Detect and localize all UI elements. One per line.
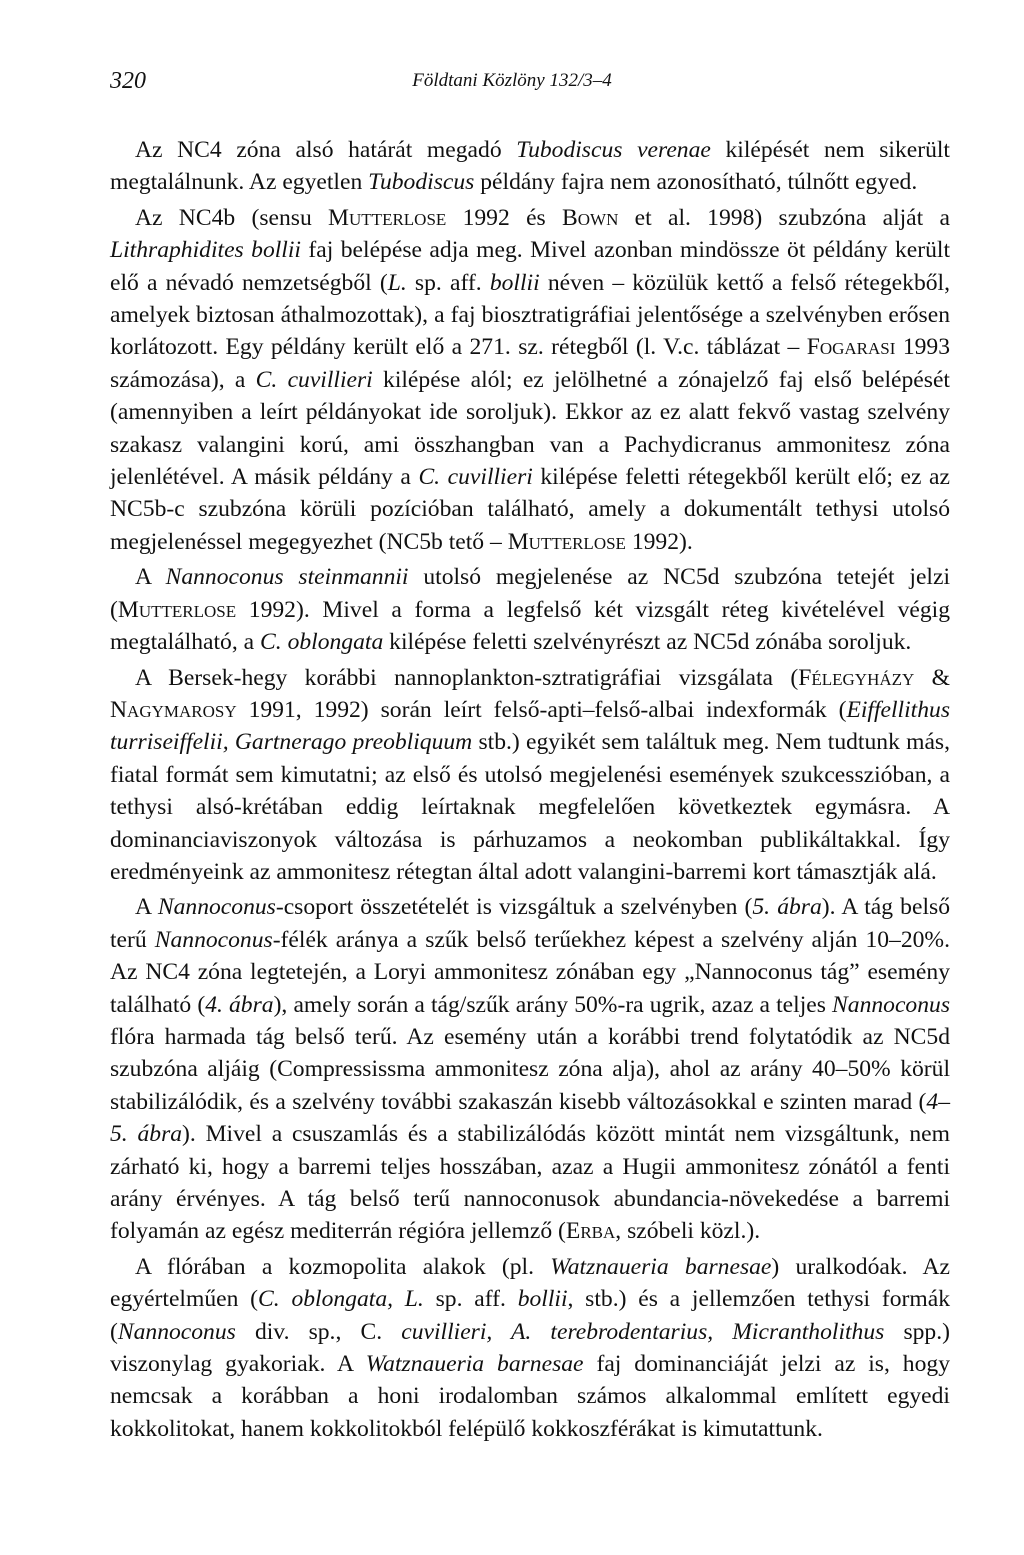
text-run: kilépését nem sikerült megtalálnunk. Az egyetlen bbox=[110, 137, 950, 196]
author-name: Fogarasi bbox=[806, 334, 896, 361]
paragraph bbox=[110, 891, 950, 1247]
text-run: div. sp., C. bbox=[235, 1318, 402, 1345]
italic-term: L. bbox=[387, 269, 407, 296]
text-run: 1991, 1992) során leírt felső-apti–felső-albai indexformák ( bbox=[236, 696, 847, 723]
italic-term: C. oblongata bbox=[260, 629, 384, 656]
text-run: ). A tág belső terű bbox=[110, 894, 950, 953]
author-name: Bown bbox=[562, 204, 619, 231]
paragraph bbox=[110, 202, 950, 558]
italic-term: C. oblongata, L. bbox=[258, 1286, 424, 1313]
paragraph bbox=[110, 561, 950, 658]
author-name: Mutterlose bbox=[507, 528, 626, 555]
text-run: -félék aránya a szűk belső terűekhez képest a szelvény alján 10–20%. Az NC4 zóna legtetején, a Loryi ammonitesz zónában egy „Nannoconus tág” esemény található ( bbox=[110, 926, 950, 1018]
italic-term: C. cuvillieri bbox=[418, 464, 533, 491]
italic-term: Watznaueria barnesae bbox=[365, 1351, 584, 1378]
text-run: 1993 számozása), a bbox=[110, 334, 951, 393]
text-run: 1992 és bbox=[446, 204, 563, 231]
author-name: Mutterlose bbox=[117, 596, 237, 623]
text-run: sp. aff. bbox=[423, 1286, 518, 1313]
italic-term: 4. ábra bbox=[205, 991, 274, 1018]
italic-term: Nannoconus bbox=[157, 894, 276, 921]
text-run: A flórában a kozmopolita alakok (pl. bbox=[135, 1253, 551, 1280]
italic-term: Tubodiscus bbox=[368, 169, 475, 196]
italic-term: Lithraphidites bollii bbox=[110, 237, 301, 264]
running-header bbox=[110, 62, 914, 102]
text-run: A bbox=[135, 894, 158, 921]
italic-term: bollii bbox=[489, 269, 540, 296]
italic-term: Nannoconus bbox=[154, 926, 273, 953]
text-run: példány fajra nem azonosítható, túlnőtt egyed. bbox=[474, 169, 918, 196]
text-run: 1992). bbox=[625, 528, 693, 555]
article-body bbox=[110, 134, 950, 1448]
author-name: Mutterlose bbox=[328, 204, 447, 231]
page-number: 320 bbox=[110, 68, 146, 94]
italic-term: Nannoconus bbox=[117, 1318, 236, 1345]
italic-term: Nannoconus steinmannii bbox=[165, 564, 409, 591]
text-run: A Bersek-hegy korábbi nannoplankton-sztratigráfiai vizsgálata ( bbox=[135, 664, 799, 691]
text-run: ) uralkodóak. Az egyértelműen ( bbox=[110, 1253, 950, 1313]
text-run: Az NC4b (sensu bbox=[135, 204, 329, 231]
text-run: kilépése feletti szelvényrészt az NC5d zónába soroljuk. bbox=[383, 629, 912, 656]
text-run: -csoport összetételét is vizsgáltuk a szelvényben ( bbox=[275, 894, 753, 921]
text-run: stb.) egyikét sem találtuk meg. Nem tudtunk más, fiatal formát sem kimutatni; az első és utolsó megjelenési események szukcesszióban, a tethysi alsó-krétában eddig leírtaknak megfelelően következtek egymásra. A dominanciaviszonyok változása is párhuzamos a neokomban publikáltakkal. Így eredményeink az ammonitesz rétegtan által adott valangini-barremi kort támasztják alá. bbox=[110, 729, 951, 885]
paragraph bbox=[110, 662, 950, 889]
text-run: utolsó megjelenése az NC5d szubzóna tetejét jelzi ( bbox=[110, 564, 951, 623]
text-run: & bbox=[914, 664, 950, 691]
italic-term: 4–5. ábra bbox=[110, 1088, 950, 1148]
text-run: faj belépése adja meg. Mivel azonban mindössze öt példány került elő a névadó nemzetségből ( bbox=[110, 237, 950, 296]
italic-term: cuvillieri, A. terebrodentarius, Micrantholithus bbox=[401, 1318, 885, 1345]
text-run: néven – közülük kettő a felső rétegekből, amelyek biztosan áthalmozottak), a faj biosztratigráfiai jelentősége a szelvényben erősen korlátozott. Egy példány került elő a 271. sz. rétegből (l. V.c. táblázat – bbox=[110, 269, 950, 361]
italic-term: Watznaueria barnesae bbox=[550, 1253, 772, 1280]
text-run: ). Mivel a csuszamlás és a stabilizálódás között mintát nem vizsgáltunk, nem zárható ki, hogy a barremi teljes hosszában, azaz a Hugii ammonitesz zónától a fenti arány érvényes. A tág belső terű nannoconusok abundancia-növekedése a barremi folyamán az egész mediterrán régióra jellemző ( bbox=[110, 1121, 950, 1245]
text-run: , stb.) és a jellemzően tethysi formák ( bbox=[110, 1286, 951, 1345]
author-name: Erba bbox=[565, 1218, 616, 1245]
text-run: flóra harmada tág belső terű. Az esemény után a korábbi trend folytatódik az NC5d szubzóna aljáig (Compressissma ammonitesz zóna alja), ahol az arány 40–50% körül stabilizálódik, és a szelvény további szakaszán kisebb változásokkal e szinten marad ( bbox=[110, 1023, 950, 1115]
author-name: Nagymarosy bbox=[110, 696, 237, 723]
italic-term: Nannoconus bbox=[832, 991, 950, 1018]
italic-term: Tubodiscus verenae bbox=[516, 137, 711, 163]
text-run: sp. aff. bbox=[406, 269, 490, 296]
text-run: kilépése feletti rétegekből került elő; ez az NC5b-c szubzóna körüli pozícióban található, amely a dokumentált tethysi utolsó megjelenéssel megegyezhet (NC5b tető – bbox=[110, 464, 950, 555]
paragraph bbox=[110, 134, 950, 199]
text-run: spp.) viszonylag gyakoriak. A bbox=[110, 1318, 950, 1378]
italic-term: C. cuvillieri bbox=[255, 366, 373, 393]
journal-title: Földtani Közlöny 132/3–4 bbox=[412, 70, 612, 91]
text-run: A bbox=[135, 564, 166, 591]
paragraph bbox=[110, 1251, 950, 1445]
text-run: , szóbeli közl.). bbox=[615, 1218, 761, 1245]
italic-term: Eiffellithus turriseiffelii, Gartnerago preobliquum bbox=[110, 696, 950, 756]
text-run: ), amely során a tág/szűk arány 50%-ra ugrik, azaz a teljes bbox=[273, 991, 833, 1018]
italic-term: 5. ábra bbox=[752, 894, 822, 921]
text-run: Az NC4 zóna alsó határát megadó bbox=[135, 137, 517, 163]
text-run: kilépése alól; ez jelölhetné a zónajelző faj első belépését (amennyiben a leírt példányokat ide soroljuk). Ekkor az ez alatt fekvő vastag szelvény szakasz valangini korú, ami összhangban van a Pachydicranus ammonitesz zóna jelenlétével. A másik példány a bbox=[110, 366, 950, 491]
text-run: et al. 1998) szubzóna alját a bbox=[618, 204, 950, 231]
text-run: faj dominanciáját jelzi az is, hogy nemcsak a korábban a honi irodalomban számos alkalommal említett egyedi kokkolitokat, hanem kokkolitokból felépülő kokkoszférákat is kimutattunk. bbox=[110, 1351, 950, 1442]
text-run: 1992). Mivel a forma a legfelső két vizsgált réteg kivételével végig megtalálható, a bbox=[110, 596, 950, 656]
author-name: Félegyházy bbox=[798, 664, 915, 691]
italic-term: bollii bbox=[517, 1286, 568, 1313]
